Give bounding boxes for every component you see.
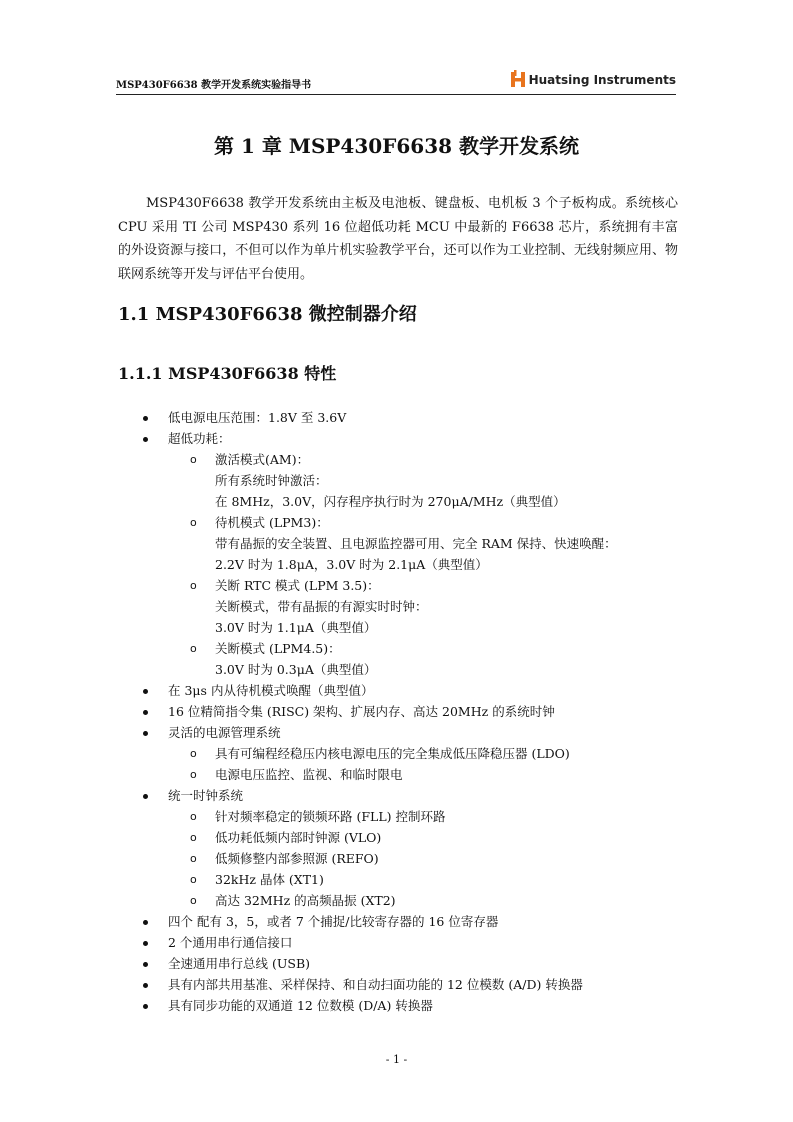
list-item: 具有同步功能的双通道 12 位数模 (D/A) 转换器: [168, 998, 433, 1013]
sub-bullet-icon: o: [190, 810, 197, 823]
sub-list-item: 低频修整内部参照源 (REFO): [215, 851, 379, 866]
huatsing-logo-icon: [510, 70, 528, 88]
page-number: - 1 -: [385, 1053, 408, 1066]
sub-bullet-icon: o: [190, 453, 197, 466]
bullet-icon: [143, 710, 148, 715]
sub-bullet-icon: o: [190, 516, 197, 529]
sub-list-text: 3.0V 时为 1.1μA（典型值）: [215, 620, 377, 635]
bullet-icon: [143, 794, 148, 799]
sub-list-text: 在 8MHz，3.0V，闪存程序执行时为 270μA/MHz（典型值）: [215, 494, 566, 509]
list-item: 具有内部共用基准、采样保持、和自动扫面功能的 12 位模数 (A/D) 转换器: [168, 977, 583, 992]
bullet-icon: [143, 941, 148, 946]
sub-list-item: 关断 RTC 模式 (LPM 3.5)：: [215, 578, 380, 593]
sub-list-item: 低功耗低频内部时钟源 (VLO): [215, 830, 382, 845]
bullet-icon: [143, 437, 148, 442]
bullet-icon: [143, 983, 148, 988]
list-item: 统一时钟系统: [168, 788, 244, 803]
bullet-icon: [143, 416, 148, 421]
sub-bullet-icon: o: [190, 747, 197, 760]
sub-list-item: 32kHz 晶体 (XT1): [215, 872, 324, 887]
sub-list-text: 3.0V 时为 0.3μA（典型值）: [215, 662, 377, 677]
bullet-icon: [143, 920, 148, 925]
chapter-title: 第 1 章 MSP430F6638 教学开发系统: [214, 134, 579, 158]
sub-list-item: 电源电压监控、监视、和临时限电: [215, 767, 403, 782]
bullet-icon: [143, 689, 148, 694]
sub-list-text: 带有晶振的安全装置、且电源监控器可用、完全 RAM 保持、快速唤醒：: [215, 536, 617, 551]
sub-bullet-icon: o: [190, 642, 197, 655]
sub-list-item: 具有可编程经稳压内核电源电压的完全集成低压降稳压器 (LDO): [215, 746, 570, 761]
list-item: 灵活的电源管理系统: [168, 725, 281, 740]
sub-list-text: 所有系统时钟激活：: [215, 473, 328, 488]
sub-bullet-icon: o: [190, 852, 197, 865]
sub-bullet-icon: o: [190, 768, 197, 781]
brand-name: Huatsing Instruments: [528, 73, 676, 87]
sub-list-item: 关断模式 (LPM4.5)：: [215, 641, 341, 656]
sub-bullet-icon: o: [190, 579, 197, 592]
sub-list-item: 激活模式(AM)：: [215, 452, 310, 467]
subsection-title: 1.1.1 MSP430F6638 特性: [118, 364, 337, 383]
intro-paragraph: MSP430F6638 教学开发系统由主板及电池板、键盘板、电机板 3 个子板构成。系统核心 CPU 采用 TI 公司 MSP430 系列 16 位超低功耗 MCU 中最新的 F6638 芯片，系统拥有丰富的外设资源与接口，不但可以作为单片机实验教学平台，还可以作为工业控制、无线射频应用、物联网系统等开发与评估平台使用。: [118, 196, 678, 282]
sub-bullet-icon: o: [190, 873, 197, 886]
bullet-icon: [143, 731, 148, 736]
list-item: 16 位精简指令集 (RISC) 架构、扩展内存、高达 20MHz 的系统时钟: [168, 704, 555, 719]
sub-list-item: 待机模式 (LPM3)：: [215, 515, 329, 530]
section-title: 1.1 MSP430F6638 微控制器介绍: [118, 304, 417, 325]
sub-bullet-icon: o: [190, 894, 197, 907]
list-item: 全速通用串行总线 (USB): [168, 956, 311, 971]
sub-list-text: 2.2V 时为 1.8μA，3.0V 时为 2.1μA（典型值）: [215, 557, 488, 572]
bullet-icon: [143, 1004, 148, 1009]
list-item: 2 个通用串行通信接口: [168, 935, 293, 950]
list-item: 四个 配有 3，5，或者 7 个捕捉/比较寄存器的 16 位寄存器: [168, 914, 499, 929]
brand: [510, 70, 676, 88]
sub-list-item: 针对频率稳定的锁频环路 (FLL) 控制环路: [215, 809, 446, 824]
bullet-icon: [143, 962, 148, 967]
list-item: 超低功耗：: [168, 431, 231, 446]
page-header: [116, 72, 676, 95]
list-item: 低电源电压范围：1.8V 至 3.6V: [168, 410, 347, 425]
sub-list-item: 高达 32MHz 的高频晶振 (XT2): [215, 893, 396, 908]
header-title: MSP430F6638 教学开发系统实验指导书: [116, 80, 312, 91]
sub-bullet-icon: o: [190, 831, 197, 844]
list-item: 在 3μs 内从待机模式唤醒（典型值）: [168, 683, 374, 698]
sub-list-text: 关断模式，带有晶振的有源实时时钟：: [215, 599, 428, 614]
